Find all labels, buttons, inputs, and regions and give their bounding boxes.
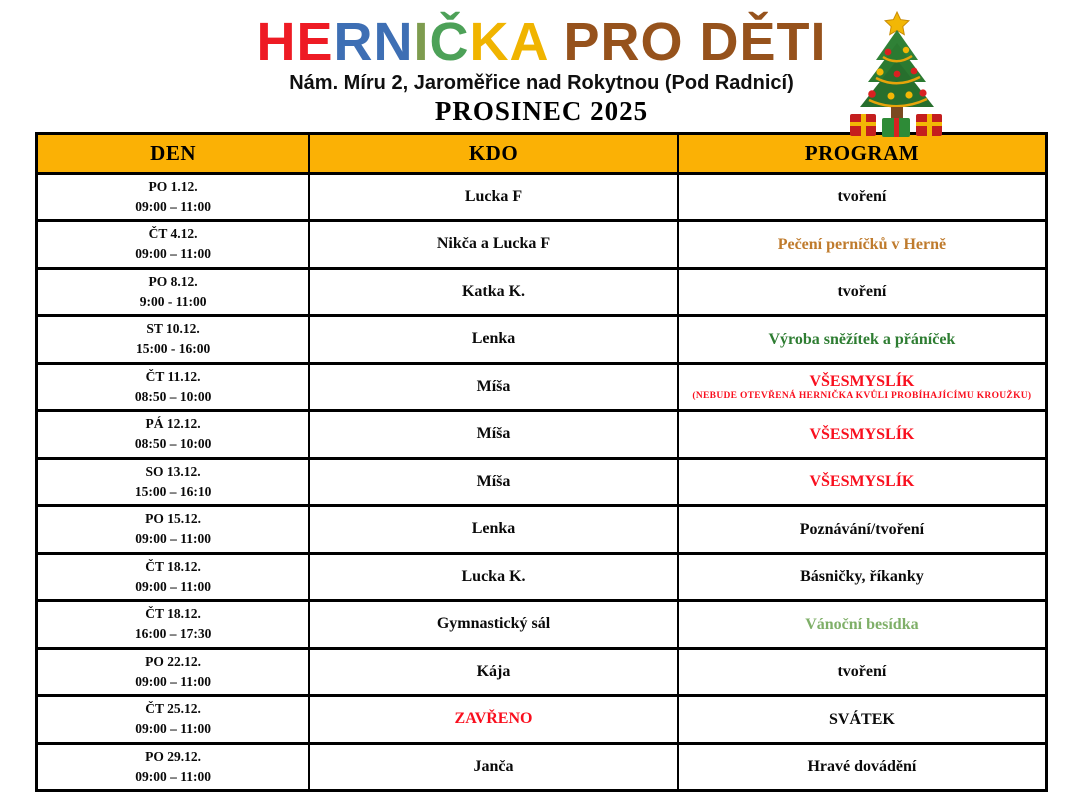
address-subtitle: Nám. Míru 2, Jaroměřice nad Rokytnou (Pod Radnicí)	[289, 71, 794, 94]
kdo-cell: Katka K.	[309, 268, 678, 316]
program-cell: Vánoční besídka	[678, 601, 1047, 649]
table-header-row	[37, 133, 1047, 173]
column-header: DEN	[37, 133, 310, 173]
table-row	[37, 506, 1047, 554]
kdo-cell: Míša	[309, 411, 678, 459]
program-cell: tvoření	[678, 268, 1047, 316]
kdo-cell: Lenka	[309, 316, 678, 364]
kdo-cell: Janča	[309, 743, 678, 791]
table-row	[37, 316, 1047, 364]
day-cell: ČT 18.12. 09:00 – 11:00	[37, 553, 310, 601]
program-cell: tvoření	[678, 173, 1047, 221]
day-cell: PÁ 12.12. 08:50 – 10:00	[37, 411, 310, 459]
day-cell: PO 22.12. 09:00 – 11:00	[37, 648, 310, 696]
program-cell: SVÁTEK	[678, 696, 1047, 744]
table-row	[37, 363, 1047, 411]
title-segment: RN	[333, 12, 414, 72]
program-cell: VŠESMYSLÍK (NEBUDE OTEVŘENÁ HERNIČKA KVŮLI PROBÍHAJÍCÍMU KROUŽKU)	[678, 363, 1047, 411]
table-row	[37, 221, 1047, 269]
kdo-cell: Nikča a Lucka F	[309, 221, 678, 269]
table-row	[37, 601, 1047, 649]
table-row	[37, 268, 1047, 316]
day-cell: ČT 4.12. 09:00 – 11:00	[37, 221, 310, 269]
kdo-cell: ZAVŘENO	[309, 696, 678, 744]
program-cell: Výroba sněžítek a přáníček	[678, 316, 1047, 364]
table-row	[37, 458, 1047, 506]
title-segment: PRO DĚTI	[547, 12, 827, 72]
kdo-cell: Lucka F	[309, 173, 678, 221]
table-row	[37, 411, 1047, 459]
program-cell: Pečení perníčků v Herně	[678, 221, 1047, 269]
program-cell: VŠESMYSLÍK	[678, 411, 1047, 459]
day-cell: ČT 11.12. 08:50 – 10:00	[37, 363, 310, 411]
kdo-cell: Míša	[309, 458, 678, 506]
program-cell: Poznávání/tvoření	[678, 506, 1047, 554]
program-cell: Hravé dovádění	[678, 743, 1047, 791]
schedule-body	[37, 173, 1047, 791]
schedule-table	[35, 132, 1048, 792]
day-cell: ČT 18.12. 16:00 – 17:30	[37, 601, 310, 649]
kdo-cell: Míša	[309, 363, 678, 411]
table-row	[37, 173, 1047, 221]
day-cell: SO 13.12. 15:00 – 16:10	[37, 458, 310, 506]
program-cell: tvoření	[678, 648, 1047, 696]
title-segment: I	[413, 12, 430, 72]
program-note: (NEBUDE OTEVŘENÁ HERNIČKA KVŮLI PROBÍHAJÍCÍMU KROUŽKU)	[692, 390, 1032, 401]
title-segment: KA	[469, 12, 548, 72]
day-cell: PO 29.12. 09:00 – 11:00	[37, 743, 310, 791]
title-segment: Č	[429, 12, 470, 72]
program-cell: VŠESMYSLÍK	[678, 458, 1047, 506]
column-header: KDO	[309, 133, 678, 173]
day-cell: PO 15.12. 09:00 – 11:00	[37, 506, 310, 554]
table-row	[37, 696, 1047, 744]
table-row	[37, 553, 1047, 601]
table-row	[37, 648, 1047, 696]
day-cell: PO 8.12. 9:00 - 11:00	[37, 268, 310, 316]
day-cell: ČT 25.12. 09:00 – 11:00	[37, 696, 310, 744]
christmas-tree-icon	[836, 10, 958, 138]
column-header: PROGRAM	[678, 133, 1047, 173]
table-row	[37, 743, 1047, 791]
kdo-cell: Gymnastický sál	[309, 601, 678, 649]
day-cell: ST 10.12. 15:00 - 16:00	[37, 316, 310, 364]
month-title: PROSINEC 2025	[434, 95, 649, 126]
kdo-cell: Lucka K.	[309, 553, 678, 601]
kdo-cell: Lenka	[309, 506, 678, 554]
program-cell: Básničky, říkanky	[678, 553, 1047, 601]
day-cell: PO 1.12. 09:00 – 11:00	[37, 173, 310, 221]
title-segment: HE	[256, 12, 334, 72]
kdo-cell: Kája	[309, 648, 678, 696]
